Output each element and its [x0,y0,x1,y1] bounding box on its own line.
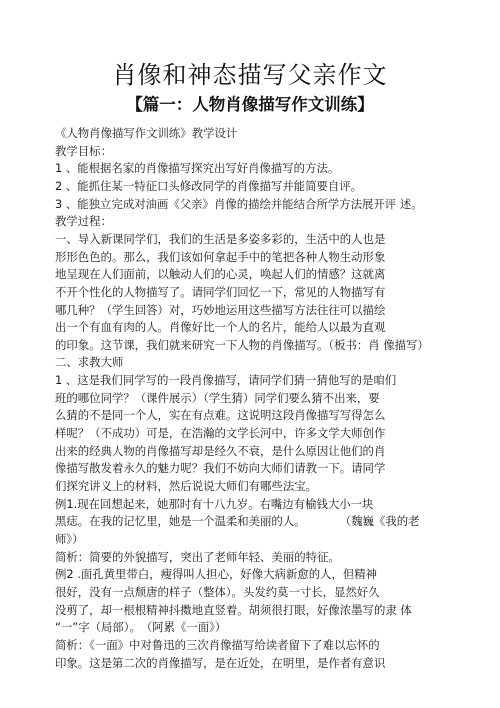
body-line: 黑痣。在我的记忆里，她是一个温柔和美丽的人。 （魏巍《我的老 [55,514,420,529]
body-line: 们探究讲义上的材料，然后说说大师们有哪些法宝。 [55,479,317,493]
body-line: 样呢？（不成功）可是，在浩瀚的文学长河中，许多文学大师创作 [55,426,386,441]
body-line: 出来的经典人物的肖像描写却是经久不衰，是什么原因让他们的肖 [55,443,386,458]
body-line: 二、求教大师 [55,355,124,370]
body-line: 教学目标： [55,143,112,158]
body-line: 很好，没有一点颓唐的样子（整体）。头发约莫一寸长，显然好久 [55,584,380,599]
body-line: 例1.现在回想起来，她那时有十八九岁。右嘴边有榆钱大小一块 [55,496,374,511]
body-line: 例2 .面孔黄里带白，瘦得叫人担心，好像大病新愈的人，但精神 [55,567,378,582]
body-line: 不开个性化的人物描写了。请同学们回忆一下，常见的人物描写有 [55,284,386,299]
body-line: 一、导入新课同学们，我们的生活是多姿多彩的，生活中的人也是 [55,231,386,246]
body-line: 简析：简要的外貌描写，突出了老师年轻、美丽的特征。 [55,549,340,564]
body-line: “一”字（局部）。 （阿累《一面》） [55,620,227,635]
body-line: 出一个有血有肉的人。肖像好比一个人的名片，能给人以最为直观 [55,320,386,335]
body-line: 《人物肖像描写作文训练》教学设计 [55,126,238,140]
body-line: 形形色色的。那么，我们该如何拿起手中的笔把各种人物生动形象 [55,249,386,264]
body-line: 3 、能独立完成对油画《父亲》肖像的描绘并能结合所学方法展开评 述。 [55,196,423,211]
document-subtitle: 【篇一：人物肖像描写作文训练】 [126,95,374,114]
body-line: 像描写散发着永久的魅力呢？我们不妨向大师们请教一下。请同学 [55,461,386,476]
body-line: 的印象。这节课，我们就来研究一下人物的肖像描写。（板书：肖 像描写） [55,337,429,352]
body-line: 1 、能根据名家的肖像描写探究出写好肖像描写的方法。 [55,161,340,176]
body-line: 1 、这是我们同学写的一段肖像描写，请同学们猜一猜他写的是咱们 [55,373,397,388]
body-line: 师》） [55,531,84,546]
body-line: 班的哪位同学？（课件展示）（学生猜）同学们要么猜不出来，要 [55,390,380,405]
body-line: 么猜的不是同一个人，实在有点难。这说明这段肖像描写写得怎么 [55,408,386,423]
body-line: 教学过程： [55,214,112,229]
body-line: 哪几种？（学生回答）对，巧妙地运用这些描写方法往往可以描绘 [55,302,386,317]
body-line: 地呈现在人们面前，以触动人们的心灵，唤起人们的情感？这就离 [55,267,386,282]
document-title: 肖像和神态描写父亲作文 [112,61,388,89]
body-line: 简析：《一面》中对鲁迅的三次肖像描写给读者留下了难以忘怀的 [55,637,380,652]
body-line: 印象。这是第二次的肖像描写，是在近处，在明里，是作者有意识 [55,655,386,670]
body-line: 2 、能抓住某一特征口头修改同学的肖像描写并能简要自评。 [55,178,363,193]
body-line: 没剪了，却一根根精神抖擞地直竖着。胡须很打眼，好像浓墨写的隶 体 [55,602,412,617]
